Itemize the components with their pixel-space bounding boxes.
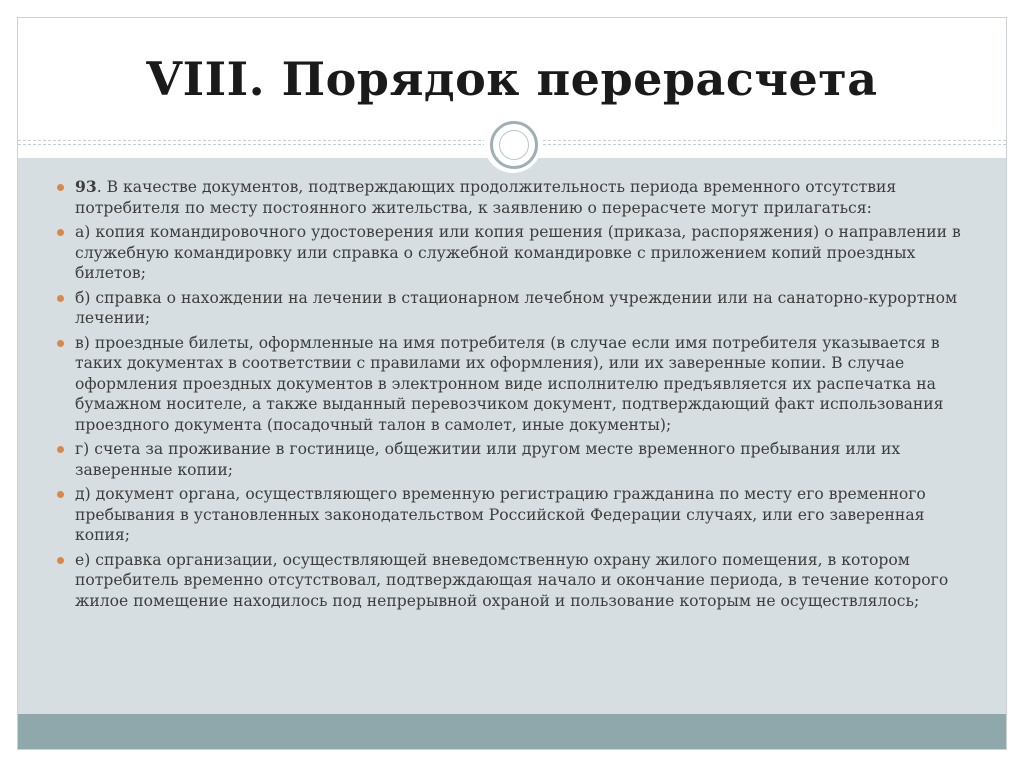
- bullet-dot-icon: [57, 295, 64, 302]
- list-item: [58, 333, 976, 436]
- bullet-dot-icon: [57, 229, 64, 236]
- bullet-list: [58, 177, 976, 615]
- footer-band: [18, 714, 1006, 750]
- bullet-dot-icon: [57, 491, 64, 498]
- list-item: [58, 484, 976, 546]
- item-text: б) справка о нахождении на лечении в стационарном лечебном учреждении или на санаторно-курортном лечении;: [75, 288, 958, 327]
- slide-title: VIII. Порядок перерасчета: [146, 52, 878, 106]
- item-text: . В качестве документов, подтверждающих продолжительность периода временного отсутствия потребителя по месту постоянного жительства, к заявлению о перерасчете могут прилагаться:: [75, 178, 897, 217]
- bullet-dot-icon: [57, 340, 64, 347]
- item-number: 93: [75, 177, 97, 196]
- list-item: [58, 222, 976, 284]
- bullet-dot-icon: [57, 184, 64, 191]
- list-item: [58, 439, 976, 480]
- item-text: а) копия командировочного удостоверения или копия решения (приказа, распоряжения) о направлении в служебную командировку или справка о служебной командировке с приложением копий проездных билетов;: [75, 223, 961, 282]
- circle-inner: [499, 130, 529, 160]
- item-text: д) документ органа, осуществляющего временную регистрацию гражданина по месту его временного пребывания в установленных законодательством Российской Федерации случаях, или его заверенная копия;: [75, 485, 926, 544]
- item-text: в) проездные билеты, оформленные на имя потребителя (в случае если имя потребителя указывается в таких документах в соответствии с правилами их оформления), или их заверенные копии. В случае оформления проездных документов в электронном виде исполнителю предъявляется их распечатка на бумажном носителе, а также выданный перевозчиком документ, подтверждающий факт использования проездного документа (посадочный талон в самолет, иные документы);: [75, 333, 944, 434]
- bullet-dot-icon: [57, 557, 64, 564]
- list-item: [58, 550, 976, 612]
- list-item: [58, 288, 976, 329]
- bullet-dot-icon: [57, 446, 64, 453]
- list-item: [58, 177, 976, 218]
- item-text: е) справка организации, осуществляющей вневедомственную охрану жилого помещения, в котором потребитель временно отсутствовал, подтверждающая начало и окончание периода, в течение которого жилое помещение находилось под непрерывной охраной и пользование которым не осуществлялось;: [75, 550, 949, 610]
- item-text: г) счета за проживание в гостинице, общежитии или другом месте временного пребывания или их заверенные копии;: [75, 440, 901, 479]
